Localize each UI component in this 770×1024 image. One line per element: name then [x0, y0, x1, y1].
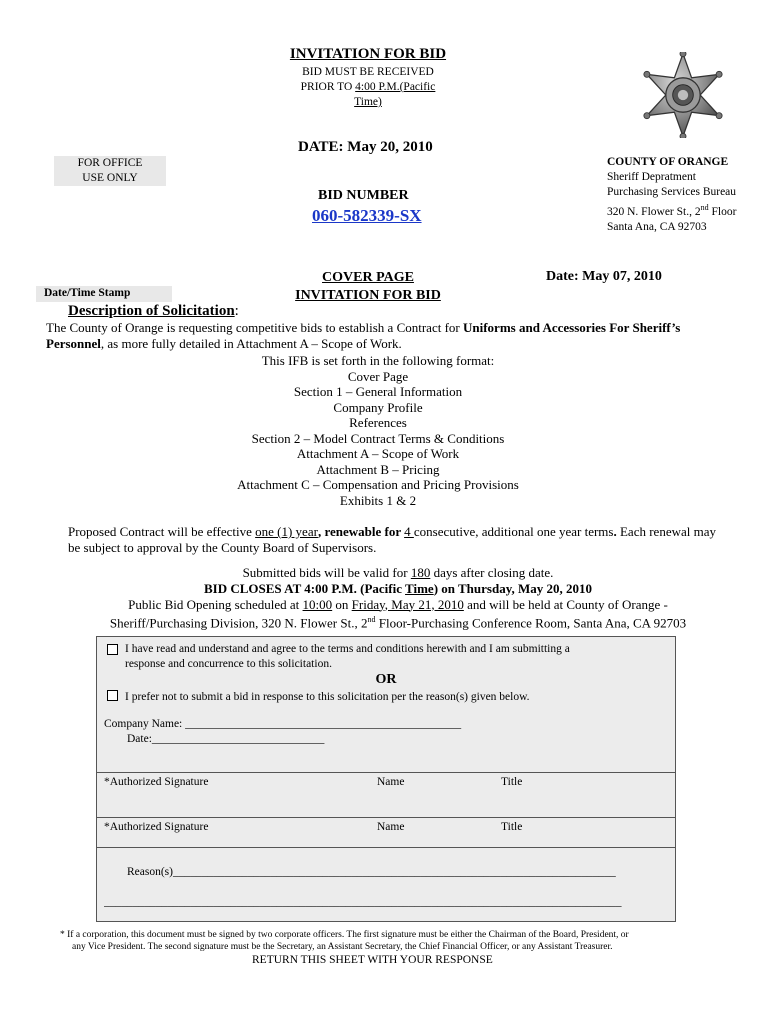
valid-days: 180: [410, 565, 431, 580]
or-label: OR: [375, 672, 397, 687]
county-dept: Sheriff Depratment: [607, 171, 696, 183]
issue-date: Date: May 07, 2010: [546, 269, 662, 284]
format-item: Attachment A – Scope of Work: [296, 446, 460, 461]
format-intro: This IFB is set forth in the following format:: [261, 353, 495, 368]
office-use-box: [54, 156, 166, 186]
name-label-2: Name: [377, 821, 405, 833]
office-line-2: USE ONLY: [82, 172, 138, 184]
contract-term-text: [68, 524, 728, 556]
response-form: [96, 636, 676, 922]
format-list: [100, 353, 656, 508]
street-sup: nd: [700, 203, 709, 212]
county-address: [607, 155, 736, 235]
closes-time: Time: [405, 580, 434, 596]
name-label-1: Name: [377, 776, 405, 788]
location-sup: nd: [367, 615, 376, 625]
agree-line-1: I have read and understand and agree to the terms and conditions herewith and I am submitting a: [125, 643, 570, 655]
agree-line-2: response and concurrence to this solicitation.: [125, 658, 332, 670]
bid-number: 060-582339-SX: [312, 206, 422, 225]
validity-line: [60, 565, 736, 581]
signature-footnote: [60, 929, 710, 953]
valid-b: days after closing date.: [430, 565, 554, 580]
bid-opening-line: [60, 597, 736, 613]
reason-label: Reason(s): [127, 866, 173, 878]
opening-date: Friday, May 21, 2010: [351, 596, 464, 612]
format-item: Exhibits 1 & 2: [339, 492, 417, 508]
format-item: Cover Page: [347, 368, 409, 384]
company-blank: ________________________________________________: [185, 718, 462, 730]
desc-bold-2: Personnel: [46, 336, 101, 351]
cover-line-2: INVITATION FOR BID: [295, 288, 441, 303]
format-item: Company Profile: [333, 399, 423, 415]
closes-a: BID CLOSES AT 4:00 P.M. (Pacific: [203, 580, 406, 596]
contract-a: Proposed Contract will be effective: [68, 524, 256, 539]
agree-checkbox[interactable]: [107, 644, 118, 655]
title-label-2: Title: [501, 821, 523, 833]
description-heading: [68, 303, 239, 320]
contract-renewals: 4: [404, 524, 414, 539]
opening-a: Public Bid Opening scheduled at: [128, 596, 303, 612]
opening-time: 10:00: [302, 596, 333, 612]
desc-part-b: , as more fully detailed in Attachment A – Scope of Work.: [100, 336, 402, 351]
signature-label-1: *Authorized Signature: [104, 776, 209, 788]
cover-line-1: COVER PAGE: [322, 270, 414, 285]
street-post: Floor: [708, 205, 737, 218]
date-label: Date:: [127, 733, 152, 745]
sheriff-star-badge-icon: [640, 52, 726, 138]
deadline-line-2: [248, 80, 488, 95]
county-bureau: Purchasing Services Bureau: [607, 186, 737, 198]
footnote-line-1: * If a corporation, this document must be signed by two corporate officers. The first signature must be either the Chairman of the Board, President, or: [60, 930, 629, 940]
location-a: Sheriff/Purchasing Division, 320 N. Flower St., 2: [109, 615, 368, 631]
contract-e: Each renewal may be subject to approval by the County Board of Supervisors.: [68, 524, 716, 555]
reason-line-2[interactable]: __________________________________________________________________________________________: [104, 896, 622, 908]
opening-b: on: [332, 596, 352, 612]
date-blank: ______________________________: [151, 733, 325, 745]
date-time-stamp-box: Date/Time Stamp: [36, 286, 172, 302]
county-street: [607, 200, 736, 220]
reason-field[interactable]: [127, 865, 616, 880]
closes-b: ) on Thursday, May 20, 2010: [433, 580, 593, 596]
opening-c: and will be held at County of Orange -: [463, 596, 668, 612]
divider: [97, 847, 675, 848]
format-item: Attachment C – Compensation and Pricing Provisions: [237, 477, 519, 492]
street-pre: 320 N. Flower St., 2: [607, 205, 701, 218]
document-title: INVITATION FOR BID: [289, 46, 447, 62]
location-b: Floor-Purchasing Conference Room, Santa Ana, CA 92703: [375, 615, 687, 631]
county-name: COUNTY OF ORANGE: [607, 156, 729, 168]
deadline-prefix: PRIOR TO: [300, 81, 356, 93]
description-colon: :: [234, 303, 239, 319]
company-name-field[interactable]: [104, 717, 461, 732]
county-city: Santa Ana, CA 92703: [607, 220, 707, 233]
bid-due-date: DATE: May 20, 2010: [298, 139, 433, 155]
divider: [97, 772, 675, 773]
deadline-line-1: BID MUST BE RECEIVED: [302, 66, 434, 78]
closing-info: [60, 565, 736, 632]
bid-number-label: BID NUMBER: [318, 188, 409, 203]
decline-text: I prefer not to submit a bid in response to this solicitation per the reason(s) given below.: [125, 691, 530, 703]
company-label: Company Name:: [104, 718, 186, 730]
format-item: Attachment B – Pricing: [316, 461, 440, 477]
signature-label-2: *Authorized Signature: [104, 821, 209, 833]
format-item: Section 2 – Model Contract Terms & Conditions: [251, 430, 505, 446]
contract-b: , renewable for: [317, 524, 405, 539]
deadline-notice: [248, 65, 488, 110]
desc-part-a: The County of Orange is requesting competitive bids to establish a Contract for: [46, 320, 463, 335]
location-line: [60, 612, 736, 631]
cover-heading: [250, 269, 486, 305]
title-label-1: Title: [501, 776, 523, 788]
desc-bold-1: Uniforms and Accessories For Sheriff’s: [463, 320, 681, 335]
deadline-time: 4:00 P.M.(Pacific: [355, 81, 436, 93]
deadline-line-3: Time): [354, 96, 382, 108]
format-item: References: [349, 415, 407, 430]
valid-a: Submitted bids will be valid for: [242, 565, 411, 580]
contract-c: consecutive, additional one year terms: [413, 524, 614, 539]
contract-term: one (1) year: [255, 524, 318, 539]
agree-text: [125, 642, 669, 672]
format-item: Section 1 – General Information: [293, 384, 463, 399]
date-field[interactable]: [127, 732, 324, 747]
title-block: [248, 46, 488, 110]
decline-checkbox[interactable]: [107, 690, 118, 701]
bid-closes-line: [60, 581, 736, 597]
contract-d: .: [613, 524, 617, 539]
return-instruction: RETURN THIS SHEET WITH YOUR RESPONSE: [252, 954, 493, 966]
description-text: [46, 320, 736, 352]
divider: [97, 817, 675, 818]
reason-blank: _____________________________________________________________________________: [173, 866, 616, 878]
description-heading-text: Description of Solicitation: [68, 303, 235, 319]
office-line-1: FOR OFFICE: [77, 157, 143, 169]
footnote-line-2: any Vice President. The second signature must be the Secretary, an Assistant Secretary, the Chief Financial Officer, or any Assistant Treasurer.: [72, 942, 613, 952]
